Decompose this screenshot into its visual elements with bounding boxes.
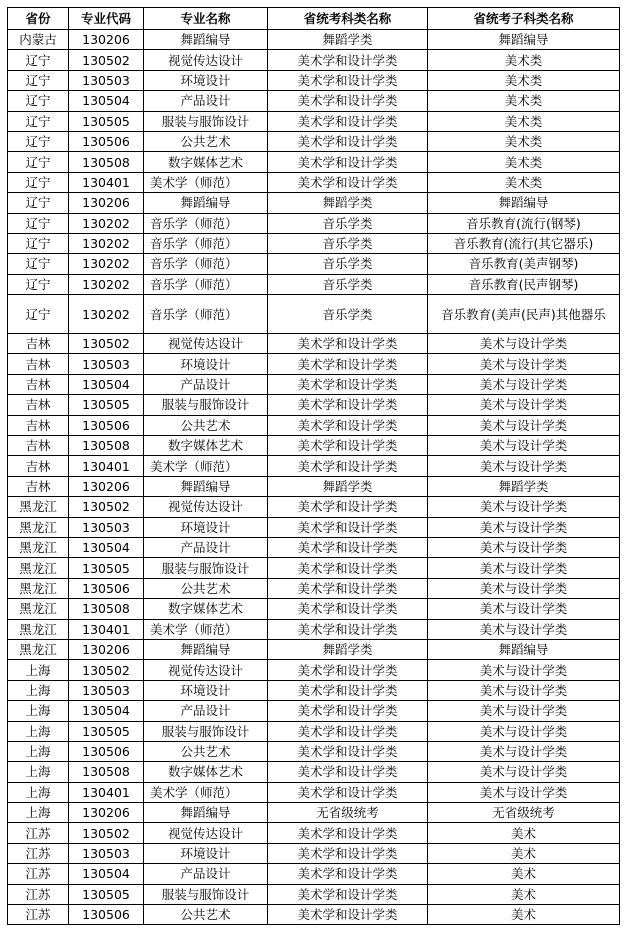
table-row xyxy=(8,30,620,50)
table-row xyxy=(8,456,620,476)
table-row xyxy=(8,762,620,782)
cell-exam-subcategory: 美术与设计学类 xyxy=(428,660,620,680)
cell-province: 辽宁 xyxy=(8,295,69,334)
cell-major-code: 130503 xyxy=(69,843,144,863)
cell-exam-category: 舞蹈学类 xyxy=(268,30,428,50)
cell-exam-subcategory: 舞蹈编导 xyxy=(428,30,620,50)
cell-major-name: 舞蹈编导 xyxy=(144,803,268,823)
cell-major-name: 美术学（师范） xyxy=(144,456,268,476)
cell-exam-category: 美术学和设计学类 xyxy=(268,152,428,172)
cell-province: 上海 xyxy=(8,701,69,721)
cell-exam-category: 美术学和设计学类 xyxy=(268,456,428,476)
cell-major-name: 产品设计 xyxy=(144,864,268,884)
cell-province: 黑龙江 xyxy=(8,497,69,517)
cell-exam-subcategory: 美术类 xyxy=(428,50,620,70)
cell-exam-category: 美术学和设计学类 xyxy=(268,91,428,111)
cell-province: 黑龙江 xyxy=(8,558,69,578)
cell-major-name: 服装与服饰设计 xyxy=(144,558,268,578)
cell-major-name: 环境设计 xyxy=(144,680,268,700)
cell-major-name: 环境设计 xyxy=(144,517,268,537)
cell-province: 吉林 xyxy=(8,415,69,435)
cell-exam-subcategory: 美术 xyxy=(428,843,620,863)
cell-exam-subcategory: 美术与设计学类 xyxy=(428,334,620,354)
cell-exam-subcategory: 美术类 xyxy=(428,91,620,111)
cell-major-name: 产品设计 xyxy=(144,701,268,721)
table-row xyxy=(8,782,620,802)
cell-exam-category: 美术学和设计学类 xyxy=(268,334,428,354)
header-province: 省份 xyxy=(8,8,69,30)
cell-major-name: 视觉传达设计 xyxy=(144,823,268,843)
header-major-name: 专业名称 xyxy=(144,8,268,30)
cell-major-name: 舞蹈编导 xyxy=(144,476,268,496)
cell-province: 黑龙江 xyxy=(8,578,69,598)
cell-major-name: 公共艺术 xyxy=(144,131,268,151)
cell-major-code: 130504 xyxy=(69,701,144,721)
table-row xyxy=(8,639,620,659)
cell-exam-category: 美术学和设计学类 xyxy=(268,599,428,619)
table-row xyxy=(8,619,620,639)
table-row xyxy=(8,274,620,294)
cell-exam-category: 美术学和设计学类 xyxy=(268,701,428,721)
table-row xyxy=(8,803,620,823)
table-row xyxy=(8,884,620,904)
table-container xyxy=(7,7,620,925)
cell-province: 江苏 xyxy=(8,905,69,925)
cell-major-name: 产品设计 xyxy=(144,537,268,557)
table-row xyxy=(8,295,620,334)
cell-exam-category: 美术学和设计学类 xyxy=(268,578,428,598)
cell-major-name: 环境设计 xyxy=(144,354,268,374)
cell-province: 黑龙江 xyxy=(8,517,69,537)
cell-major-name: 音乐学（师范） xyxy=(144,254,268,274)
cell-major-name: 视觉传达设计 xyxy=(144,334,268,354)
table-row xyxy=(8,823,620,843)
table-row xyxy=(8,374,620,394)
cell-exam-subcategory: 美术与设计学类 xyxy=(428,537,620,557)
cell-province: 辽宁 xyxy=(8,91,69,111)
cell-major-code: 130504 xyxy=(69,537,144,557)
cell-major-name: 舞蹈编导 xyxy=(144,30,268,50)
cell-exam-category: 美术学和设计学类 xyxy=(268,70,428,90)
cell-major-code: 130503 xyxy=(69,680,144,700)
cell-exam-category: 美术学和设计学类 xyxy=(268,782,428,802)
cell-major-code: 130206 xyxy=(69,30,144,50)
cell-major-name: 音乐学（师范） xyxy=(144,213,268,233)
cell-major-name: 舞蹈编导 xyxy=(144,639,268,659)
cell-exam-category: 美术学和设计学类 xyxy=(268,374,428,394)
cell-major-name: 公共艺术 xyxy=(144,415,268,435)
cell-province: 辽宁 xyxy=(8,152,69,172)
cell-major-name: 音乐学（师范） xyxy=(144,295,268,334)
table-row xyxy=(8,517,620,537)
table-row xyxy=(8,354,620,374)
cell-exam-category: 美术学和设计学类 xyxy=(268,172,428,192)
table-row xyxy=(8,254,620,274)
cell-exam-subcategory: 美术与设计学类 xyxy=(428,517,620,537)
cell-major-name: 美术学（师范） xyxy=(144,782,268,802)
cell-major-code: 130504 xyxy=(69,91,144,111)
cell-major-code: 130506 xyxy=(69,905,144,925)
cell-major-code: 130202 xyxy=(69,295,144,334)
cell-province: 上海 xyxy=(8,762,69,782)
cell-province: 黑龙江 xyxy=(8,619,69,639)
table-row xyxy=(8,415,620,435)
cell-major-code: 130506 xyxy=(69,741,144,761)
cell-major-code: 130502 xyxy=(69,334,144,354)
table-row xyxy=(8,843,620,863)
cell-province: 辽宁 xyxy=(8,172,69,192)
cell-province: 吉林 xyxy=(8,436,69,456)
cell-exam-subcategory: 舞蹈编导 xyxy=(428,639,620,659)
cell-major-code: 130401 xyxy=(69,172,144,192)
table-row xyxy=(8,599,620,619)
cell-exam-subcategory: 音乐教育(美声钢琴) xyxy=(428,254,620,274)
cell-exam-subcategory: 美术与设计学类 xyxy=(428,415,620,435)
cell-province: 吉林 xyxy=(8,374,69,394)
cell-major-code: 130202 xyxy=(69,254,144,274)
cell-exam-subcategory: 无省级统考 xyxy=(428,803,620,823)
cell-exam-subcategory: 美术与设计学类 xyxy=(428,395,620,415)
cell-major-code: 130503 xyxy=(69,70,144,90)
cell-major-code: 130506 xyxy=(69,131,144,151)
cell-exam-subcategory: 美术与设计学类 xyxy=(428,578,620,598)
cell-major-name: 环境设计 xyxy=(144,843,268,863)
cell-major-code: 130505 xyxy=(69,111,144,131)
table-row xyxy=(8,193,620,213)
cell-exam-category: 美术学和设计学类 xyxy=(268,111,428,131)
cell-exam-category: 美术学和设计学类 xyxy=(268,680,428,700)
cell-exam-category: 美术学和设计学类 xyxy=(268,823,428,843)
cell-major-code: 130503 xyxy=(69,517,144,537)
cell-province: 辽宁 xyxy=(8,70,69,90)
cell-major-name: 美术学（师范） xyxy=(144,619,268,639)
cell-exam-category: 舞蹈学类 xyxy=(268,476,428,496)
cell-major-code: 130505 xyxy=(69,884,144,904)
table-row xyxy=(8,91,620,111)
cell-exam-subcategory: 美术与设计学类 xyxy=(428,721,620,741)
cell-major-code: 130401 xyxy=(69,456,144,476)
cell-exam-category: 音乐学类 xyxy=(268,254,428,274)
cell-exam-category: 无省级统考 xyxy=(268,803,428,823)
cell-province: 上海 xyxy=(8,803,69,823)
cell-major-code: 130508 xyxy=(69,152,144,172)
cell-major-code: 130202 xyxy=(69,233,144,253)
header-exam-category: 省统考科类名称 xyxy=(268,8,428,30)
cell-province: 辽宁 xyxy=(8,111,69,131)
cell-province: 黑龙江 xyxy=(8,537,69,557)
table-row xyxy=(8,233,620,253)
cell-exam-category: 美术学和设计学类 xyxy=(268,558,428,578)
header-major-code: 专业代码 xyxy=(69,8,144,30)
table-row xyxy=(8,497,620,517)
table-row xyxy=(8,701,620,721)
cell-province: 江苏 xyxy=(8,864,69,884)
table-row xyxy=(8,70,620,90)
table-row xyxy=(8,50,620,70)
cell-exam-subcategory: 美术类 xyxy=(428,111,620,131)
cell-exam-subcategory: 美术 xyxy=(428,884,620,904)
table-row xyxy=(8,476,620,496)
cell-major-code: 130508 xyxy=(69,762,144,782)
table-header-row xyxy=(8,8,620,30)
cell-major-name: 数字媒体艺术 xyxy=(144,599,268,619)
cell-major-code: 130505 xyxy=(69,395,144,415)
cell-major-code: 130502 xyxy=(69,497,144,517)
table-row xyxy=(8,660,620,680)
cell-exam-subcategory: 美术与设计学类 xyxy=(428,619,620,639)
cell-major-code: 130401 xyxy=(69,619,144,639)
cell-exam-subcategory: 美术与设计学类 xyxy=(428,456,620,476)
cell-major-name: 音乐学（师范） xyxy=(144,274,268,294)
cell-exam-subcategory: 音乐教育(民声钢琴) xyxy=(428,274,620,294)
cell-exam-subcategory: 美术与设计学类 xyxy=(428,354,620,374)
cell-province: 吉林 xyxy=(8,354,69,374)
cell-province: 上海 xyxy=(8,782,69,802)
table-row xyxy=(8,152,620,172)
cell-major-name: 舞蹈编导 xyxy=(144,193,268,213)
table-row xyxy=(8,213,620,233)
cell-province: 内蒙古 xyxy=(8,30,69,50)
cell-major-name: 环境设计 xyxy=(144,70,268,90)
cell-exam-category: 美术学和设计学类 xyxy=(268,354,428,374)
cell-exam-category: 美术学和设计学类 xyxy=(268,436,428,456)
cell-major-code: 130502 xyxy=(69,823,144,843)
cell-major-code: 130508 xyxy=(69,436,144,456)
table-row xyxy=(8,111,620,131)
cell-province: 辽宁 xyxy=(8,50,69,70)
table-row xyxy=(8,905,620,925)
cell-exam-subcategory: 美术类 xyxy=(428,70,620,90)
table-row xyxy=(8,558,620,578)
cell-exam-subcategory: 音乐教育(流行(其它器乐) xyxy=(428,233,620,253)
cell-major-code: 130502 xyxy=(69,50,144,70)
cell-exam-category: 美术学和设计学类 xyxy=(268,660,428,680)
cell-exam-category: 音乐学类 xyxy=(268,274,428,294)
cell-major-name: 美术学（师范） xyxy=(144,172,268,192)
cell-province: 上海 xyxy=(8,660,69,680)
table-row xyxy=(8,537,620,557)
cell-province: 辽宁 xyxy=(8,274,69,294)
cell-exam-subcategory: 美术与设计学类 xyxy=(428,599,620,619)
cell-major-name: 视觉传达设计 xyxy=(144,497,268,517)
cell-province: 江苏 xyxy=(8,823,69,843)
cell-province: 江苏 xyxy=(8,843,69,863)
cell-province: 吉林 xyxy=(8,395,69,415)
cell-province: 上海 xyxy=(8,741,69,761)
table-row xyxy=(8,334,620,354)
cell-major-code: 130401 xyxy=(69,782,144,802)
major-category-table xyxy=(7,7,620,925)
cell-major-name: 数字媒体艺术 xyxy=(144,436,268,456)
cell-major-name: 服装与服饰设计 xyxy=(144,395,268,415)
table-body xyxy=(8,30,620,925)
cell-major-name: 公共艺术 xyxy=(144,905,268,925)
cell-exam-subcategory: 美术与设计学类 xyxy=(428,741,620,761)
cell-major-code: 130503 xyxy=(69,354,144,374)
cell-exam-subcategory: 美术与设计学类 xyxy=(428,436,620,456)
table-row xyxy=(8,680,620,700)
cell-exam-subcategory: 美术类 xyxy=(428,131,620,151)
cell-exam-category: 美术学和设计学类 xyxy=(268,843,428,863)
cell-exam-subcategory: 美术与设计学类 xyxy=(428,558,620,578)
cell-major-code: 130202 xyxy=(69,274,144,294)
cell-exam-category: 音乐学类 xyxy=(268,233,428,253)
cell-major-code: 130206 xyxy=(69,803,144,823)
cell-exam-subcategory: 美术与设计学类 xyxy=(428,374,620,394)
cell-exam-category: 音乐学类 xyxy=(268,213,428,233)
cell-exam-subcategory: 美术类 xyxy=(428,152,620,172)
cell-major-name: 产品设计 xyxy=(144,374,268,394)
cell-major-code: 130206 xyxy=(69,476,144,496)
table-row xyxy=(8,741,620,761)
table-row xyxy=(8,578,620,598)
cell-exam-category: 美术学和设计学类 xyxy=(268,864,428,884)
cell-exam-category: 美术学和设计学类 xyxy=(268,517,428,537)
cell-exam-category: 美术学和设计学类 xyxy=(268,131,428,151)
cell-exam-category: 美术学和设计学类 xyxy=(268,741,428,761)
table-row xyxy=(8,864,620,884)
cell-province: 辽宁 xyxy=(8,193,69,213)
cell-exam-category: 美术学和设计学类 xyxy=(268,50,428,70)
cell-major-name: 公共艺术 xyxy=(144,741,268,761)
table-row xyxy=(8,131,620,151)
cell-province: 辽宁 xyxy=(8,233,69,253)
cell-province: 吉林 xyxy=(8,456,69,476)
table-row xyxy=(8,172,620,192)
cell-exam-subcategory: 音乐教育(美声(民声)其他器乐 xyxy=(428,295,620,334)
cell-exam-subcategory: 舞蹈编导 xyxy=(428,193,620,213)
cell-exam-category: 音乐学类 xyxy=(268,295,428,334)
table-row xyxy=(8,436,620,456)
cell-exam-subcategory: 美术与设计学类 xyxy=(428,680,620,700)
cell-exam-subcategory: 舞蹈学类 xyxy=(428,476,620,496)
cell-exam-subcategory: 美术与设计学类 xyxy=(428,497,620,517)
cell-major-name: 视觉传达设计 xyxy=(144,50,268,70)
cell-province: 辽宁 xyxy=(8,213,69,233)
cell-major-name: 音乐学（师范） xyxy=(144,233,268,253)
cell-exam-subcategory: 美术与设计学类 xyxy=(428,701,620,721)
cell-exam-category: 美术学和设计学类 xyxy=(268,721,428,741)
cell-major-name: 服装与服饰设计 xyxy=(144,111,268,131)
cell-major-code: 130502 xyxy=(69,660,144,680)
cell-exam-subcategory: 美术 xyxy=(428,864,620,884)
cell-major-code: 130506 xyxy=(69,578,144,598)
cell-major-name: 数字媒体艺术 xyxy=(144,762,268,782)
cell-major-code: 130206 xyxy=(69,193,144,213)
cell-exam-category: 美术学和设计学类 xyxy=(268,415,428,435)
cell-exam-category: 美术学和设计学类 xyxy=(268,619,428,639)
cell-province: 辽宁 xyxy=(8,131,69,151)
cell-exam-subcategory: 美术 xyxy=(428,823,620,843)
header-exam-subcategory: 省统考子科类名称 xyxy=(428,8,620,30)
cell-major-code: 130506 xyxy=(69,415,144,435)
cell-major-code: 130202 xyxy=(69,213,144,233)
cell-province: 上海 xyxy=(8,721,69,741)
cell-exam-category: 舞蹈学类 xyxy=(268,193,428,213)
cell-major-code: 130504 xyxy=(69,864,144,884)
cell-major-name: 服装与服饰设计 xyxy=(144,721,268,741)
cell-major-name: 数字媒体艺术 xyxy=(144,152,268,172)
cell-major-code: 130504 xyxy=(69,374,144,394)
cell-exam-category: 美术学和设计学类 xyxy=(268,395,428,415)
cell-province: 黑龙江 xyxy=(8,639,69,659)
cell-major-name: 视觉传达设计 xyxy=(144,660,268,680)
cell-exam-subcategory: 美术 xyxy=(428,905,620,925)
cell-exam-category: 美术学和设计学类 xyxy=(268,905,428,925)
cell-exam-subcategory: 美术与设计学类 xyxy=(428,762,620,782)
cell-exam-subcategory: 美术类 xyxy=(428,172,620,192)
cell-exam-category: 舞蹈学类 xyxy=(268,639,428,659)
cell-major-code: 130505 xyxy=(69,721,144,741)
cell-major-code: 130206 xyxy=(69,639,144,659)
cell-province: 江苏 xyxy=(8,884,69,904)
cell-province: 吉林 xyxy=(8,476,69,496)
cell-major-code: 130505 xyxy=(69,558,144,578)
cell-exam-subcategory: 美术与设计学类 xyxy=(428,782,620,802)
table-row xyxy=(8,395,620,415)
cell-major-code: 130508 xyxy=(69,599,144,619)
cell-major-name: 公共艺术 xyxy=(144,578,268,598)
cell-province: 上海 xyxy=(8,680,69,700)
cell-province: 黑龙江 xyxy=(8,599,69,619)
cell-province: 吉林 xyxy=(8,334,69,354)
cell-province: 辽宁 xyxy=(8,254,69,274)
cell-exam-subcategory: 音乐教育(流行(钢琴) xyxy=(428,213,620,233)
table-row xyxy=(8,721,620,741)
cell-exam-category: 美术学和设计学类 xyxy=(268,762,428,782)
cell-exam-category: 美术学和设计学类 xyxy=(268,537,428,557)
cell-major-name: 服装与服饰设计 xyxy=(144,884,268,904)
cell-exam-category: 美术学和设计学类 xyxy=(268,497,428,517)
cell-major-name: 产品设计 xyxy=(144,91,268,111)
cell-exam-category: 美术学和设计学类 xyxy=(268,884,428,904)
